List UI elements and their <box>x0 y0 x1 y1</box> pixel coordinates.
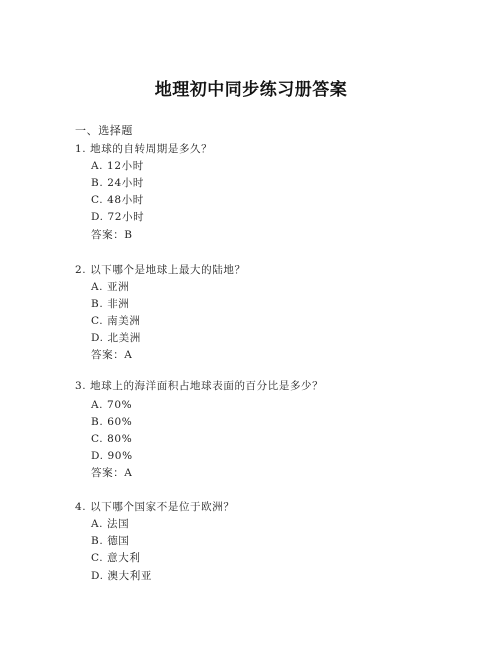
question-3-prompt: 3. 地球上的海洋面积占地球表面的百分比是多少？ <box>75 380 324 392</box>
question-3-answer: 答案：A <box>91 467 133 479</box>
question-1-answer: 答案：B <box>91 229 133 241</box>
question-1-option-d: D. 72小时 <box>91 211 145 223</box>
question-4-prompt: 4. 以下哪个国家不是位于欧洲？ <box>75 501 235 513</box>
question-4-option-c: C. 意大利 <box>91 552 141 564</box>
question-4-option-a: A. 法国 <box>91 518 130 530</box>
question-3-option-c: C. 80% <box>91 433 133 445</box>
question-2-option-c: C. 南美洲 <box>91 315 141 327</box>
question-1-option-c: C. 48小时 <box>91 194 144 206</box>
document-title: 地理初中同步练习册答案 <box>154 80 348 100</box>
question-1-option-a: A. 12小时 <box>91 160 144 172</box>
question-4-option-d: D. 澳大利亚 <box>91 570 152 582</box>
question-1-option-b: B. 24小时 <box>91 177 144 189</box>
question-2-answer: 答案：A <box>91 349 133 361</box>
question-1-prompt: 1. 地球的自转周期是多久？ <box>75 143 213 155</box>
question-3-option-b: B. 60% <box>91 416 133 428</box>
question-4-option-b: B. 德国 <box>91 535 130 547</box>
question-3-option-d: D. 90% <box>91 450 133 462</box>
question-2-prompt: 2. 以下哪个是地球上最大的陆地？ <box>75 264 246 276</box>
question-2-option-d: D. 北美洲 <box>91 332 141 344</box>
question-2-option-a: A. 亚洲 <box>91 281 130 293</box>
question-3-option-a: A. 70% <box>91 399 133 411</box>
question-2-option-b: B. 非洲 <box>91 298 130 310</box>
section-heading: 一、选择题 <box>75 124 133 137</box>
